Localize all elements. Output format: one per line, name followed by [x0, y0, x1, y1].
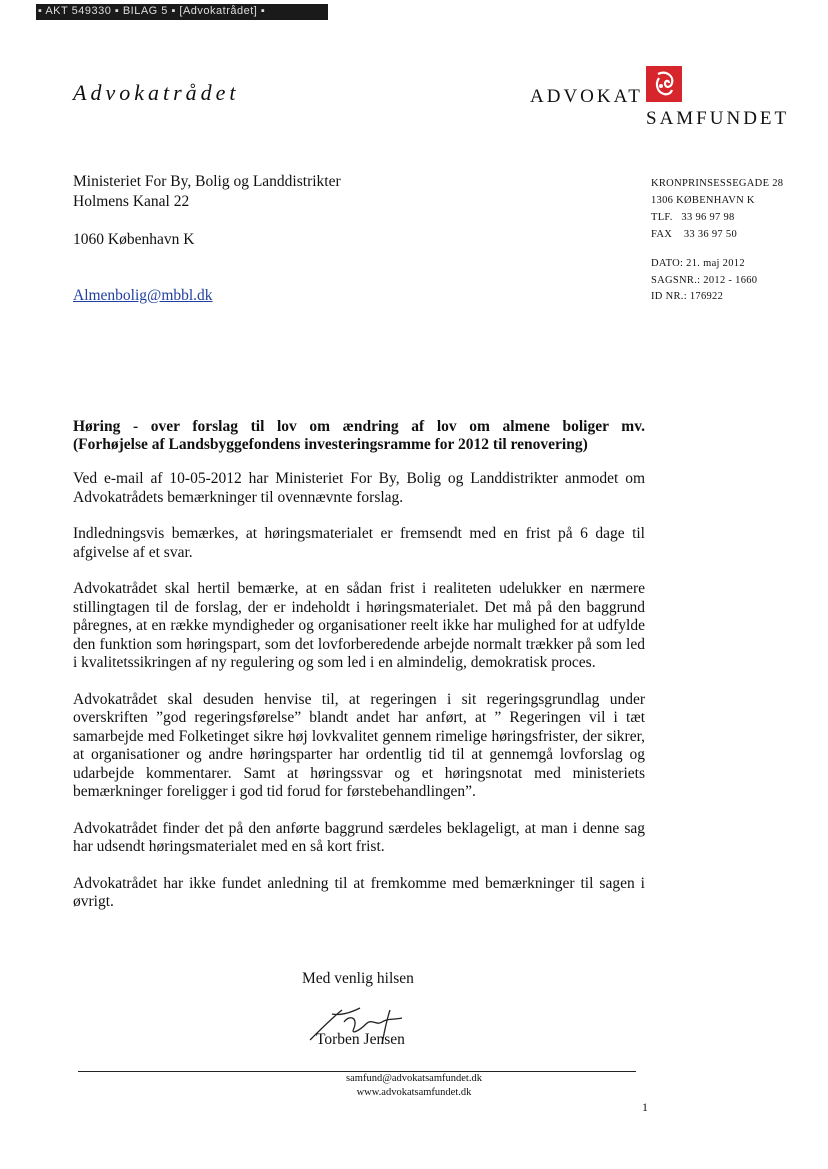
brand-line-advokat: ADVOKAT: [530, 86, 643, 107]
signer-name: Torben Jensen: [316, 1031, 405, 1048]
recipient-address: [73, 172, 341, 250]
id-number: ID NR.: 176922: [651, 291, 724, 302]
letter-meta: [651, 256, 757, 306]
body-paragraph-5: Advokatrådet finder det på den anførte baggrund særdeles beklageligt, at man i denne sag har udsendt høringsmaterialet med en så kort frist.: [73, 819, 645, 855]
footer-website: www.advokatsamfundet.dk: [356, 1087, 472, 1098]
body-paragraph-4: Advokatrådet skal desuden henvise til, at regeringen i sit regeringsgrundlag under overskriften ”god regeringsførelse” blandt andet har anført, at ” Regeringen vil i tæt samarbejde med Folketinget sikre høj lovkvalitet gennem rimelige høringsfrister, der sikrer, at organisationer og andre høringsparter har ordentlig tid til at gennemgå lovforslag og udarbejde kommentarer. Samt at høringssvar og et høringsnotat med ministeriets bemærkninger foreligger i god tid forud for førstebehandlingen”.: [73, 690, 645, 800]
closing-greeting: Med venlig hilsen: [302, 970, 414, 987]
footer-divider: [78, 1071, 636, 1072]
sender-phone: TLF. 33 96 97 98: [651, 212, 735, 223]
page-number: 1: [642, 1100, 648, 1114]
case-number: SAGSNR.: 2012 - 1660: [651, 274, 758, 286]
advokatsamfundet-logo-icon: [646, 66, 682, 102]
sender-address: [651, 175, 783, 243]
letter-subject: [73, 418, 645, 454]
org-name: Advokatrådet: [73, 80, 240, 105]
letter-body: [73, 470, 645, 930]
recipient-email-link[interactable]: Almenbolig@mbbl.dk: [73, 287, 213, 304]
body-paragraph-2: Indledningsvis bemærkes, at høringsmaterialet er fremsendt med en frist på 6 dage til afgivelse af et svar.: [73, 525, 645, 561]
letter-date: DATO: 21. maj 2012: [651, 258, 745, 269]
footer-email: samfund@advokatsamfundet.dk: [346, 1073, 482, 1084]
archive-stamp-bar: ▪ AKT 549330 ▪ BILAG 5 ▪ [Advokatrådet] ▪: [36, 4, 328, 20]
recipient-name: Ministeriet For By, Bolig og Landdistrikter: [73, 173, 341, 190]
recipient-city: 1060 København K: [73, 231, 195, 248]
recipient-street: Holmens Kanal 22: [73, 193, 190, 210]
body-paragraph-3: Advokatrådet skal hertil bemærke, at en sådan frist i realiteten udelukker en nærmere stillingtagen til de forslag, der er indeholdt i høringsmaterialet. Det må på den baggrund påregnes, at en række myndigheder og organisationer reelt ikke har mulighed for at udfylde den funktion som høringspart, som det lovforberedende arbejde normalt trækker på som led i kvalitetssikringen af ny regulering og som led i en almindelig, demokratisk proces.: [73, 580, 645, 671]
body-paragraph-6: Advokatrådet har ikke fundet anledning til at fremkomme med bemærkninger til sagen i øvrigt.: [73, 874, 645, 910]
sender-city: 1306 KØBENHAVN K: [651, 195, 755, 206]
sender-street: KRONPRINSESSEGADE 28: [651, 178, 784, 189]
brand-line-samfundet: SAMFUNDET: [646, 108, 790, 129]
body-paragraph-1: Ved e-mail af 10-05-2012 har Ministeriet For By, Bolig og Landdistrikter anmodet om Advokatrådets bemærkninger til ovennævnte forslag.: [73, 470, 645, 506]
subject-line-2: (Forhøjelse af Landsbyggefondens investeringsramme for 2012 til renovering): [73, 436, 588, 453]
subject-line-1: Høring - over forslag til lov om ændring af lov om almene boliger mv.: [73, 418, 645, 435]
sender-fax: FAX 33 36 97 50: [651, 229, 738, 240]
